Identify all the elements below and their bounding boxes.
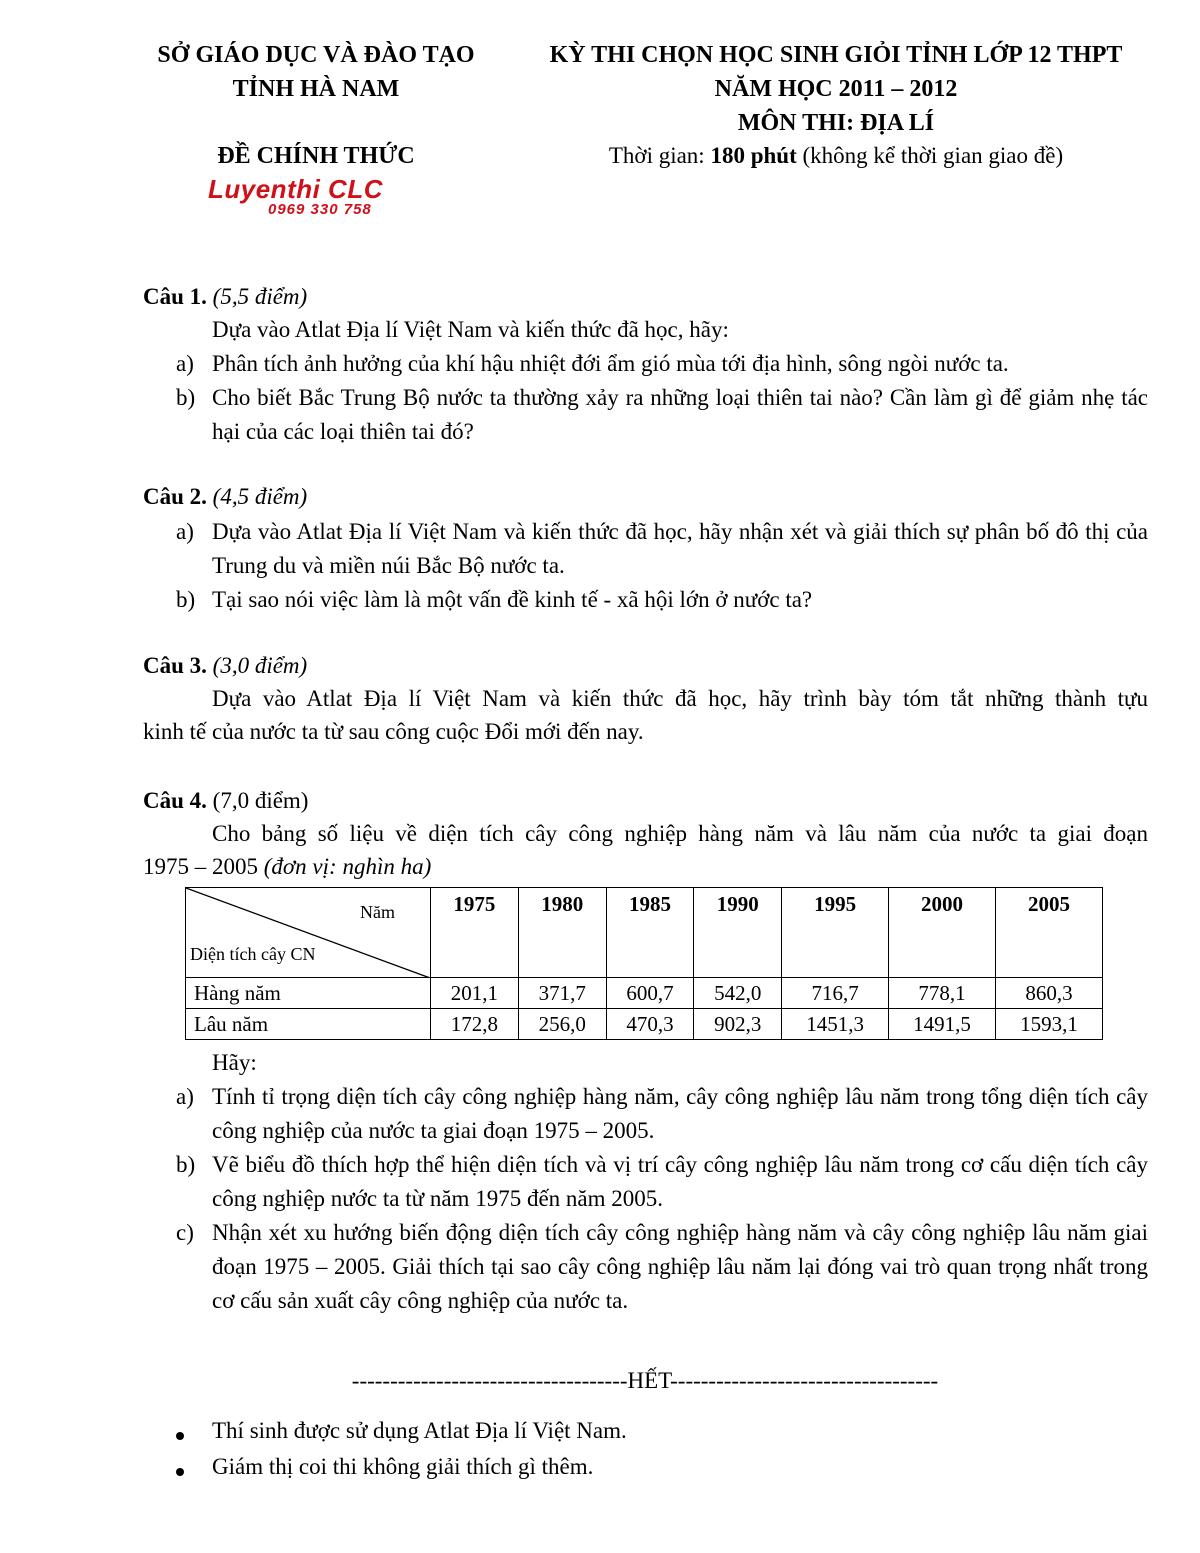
table-row-annual xyxy=(186,978,1103,1009)
q1-item-b xyxy=(176,381,1148,449)
table-cell: 1451,3 xyxy=(782,1009,889,1040)
bullet-icon xyxy=(176,1432,184,1440)
time-info: Thời gian: 180 phút (không kể thời gian giao đề) xyxy=(608,143,1064,168)
q4-item-a xyxy=(176,1080,1148,1148)
q2-b-mark: b) xyxy=(176,587,196,612)
official-label: ĐỀ CHÍNH THỨC xyxy=(217,143,415,169)
watermark-logo-text: Luyenthi CLC xyxy=(208,174,383,204)
table-cell: 256,0 xyxy=(518,1009,606,1040)
q3-title: Câu 3. (3,0 điểm) xyxy=(143,653,308,678)
q4-tasks-intro: Hãy: xyxy=(212,1050,257,1075)
table-row-label: Lâu năm xyxy=(186,1009,431,1040)
q1-title: Câu 1. (5,5 điểm) xyxy=(143,284,308,309)
table-cell: 172,8 xyxy=(431,1009,519,1040)
q1-b-text: Cho biết Bắc Trung Bộ nước ta thường xảy ra những loại thiên tai nào? Cần làm gì để giảm nhẹ tác hại của các loại thiên tai đó? xyxy=(212,385,1148,444)
table-cell: 860,3 xyxy=(996,978,1103,1009)
q4-intro-line1: Cho bảng số liệu về diện tích cây công nghiệp hàng năm và lâu năm của nước ta giai đoạn xyxy=(212,821,1148,846)
province-name: TỈNH HÀ NAM xyxy=(232,76,400,102)
exam-title: KỲ THI CHỌN HỌC SINH GIỎI TỈNH LỚP 12 THPT xyxy=(549,42,1123,68)
q4-item-b xyxy=(176,1148,1148,1216)
table-cell: 778,1 xyxy=(889,978,996,1009)
q4-c-text: Nhận xét xu hướng biến động diện tích cây công nghiệp hàng năm và cây công nghiệp lâu năm giai đoạn 1975 – 2005. Giải thích tại sao cây công nghiệp lâu năm lại đóng vai trò quan trọng nhất trong cơ cấu sản xuất cây công nghiệp của nước ta. xyxy=(212,1220,1148,1313)
q2-b-text: Tại sao nói việc làm là một vấn đề kinh tế - xã hội lớn ở nước ta? xyxy=(212,587,813,612)
table-header-year: 1975 xyxy=(431,888,519,978)
table-header-year: 1980 xyxy=(518,888,606,978)
table-header-year: 1995 xyxy=(782,888,889,978)
q4-title: Câu 4. (7,0 điểm) xyxy=(143,788,309,813)
table-cell: 716,7 xyxy=(782,978,889,1009)
note-item xyxy=(176,1418,1076,1450)
q4-intro-line2: 1975 – 2005 (đơn vị: nghìn ha) xyxy=(143,854,432,879)
q2-a-mark: a) xyxy=(176,519,194,544)
subject: MÔN THI: ĐỊA LÍ xyxy=(737,110,935,136)
q4-b-text: Vẽ biểu đồ thích hợp thể hiện diện tích và vị trí cây công nghiệp lâu năm trong cơ cấu diện tích cây công nghiệp nước ta từ năm 1975 đến năm 2005. xyxy=(212,1152,1148,1211)
table-header-year: 1985 xyxy=(606,888,694,978)
q1-item-a xyxy=(176,347,1148,381)
q4-a-mark: a) xyxy=(176,1084,194,1109)
table-row-label: Hàng năm xyxy=(186,978,431,1009)
table-cell: 1491,5 xyxy=(889,1009,996,1040)
table-header-year: 1990 xyxy=(694,888,782,978)
corner-area-label: Diện tích cây CN xyxy=(190,944,316,964)
watermark-phone: 0969 330 758 xyxy=(268,201,372,218)
table-header-row xyxy=(186,888,1103,978)
bullet-icon xyxy=(176,1468,184,1476)
q1-b-mark: b) xyxy=(176,385,196,410)
q4-c-mark: c) xyxy=(176,1220,194,1245)
table-cell: 470,3 xyxy=(606,1009,694,1040)
note-text: Thí sinh được sử dụng Atlat Địa lí Việt Nam. xyxy=(212,1418,627,1443)
end-marker: ------------------------------------HẾT----------------------------------- xyxy=(351,1368,939,1393)
q2-item-a xyxy=(176,515,1148,583)
q4-b-mark: b) xyxy=(176,1152,196,1177)
table-cell: 600,7 xyxy=(606,978,694,1009)
q4-a-text: Tính tỉ trọng diện tích cây công nghiệp hàng năm, cây công nghiệp lâu năm trong tổng diện tích cây công nghiệp của nước ta giai đoạn 1975 – 2005. xyxy=(212,1084,1148,1143)
q2-a-text: Dựa vào Atlat Địa lí Việt Nam và kiến thức đã học, hãy nhận xét và giải thích sự phân bố đô thị của Trung du và miền núi Bắc Bộ nước ta. xyxy=(212,519,1148,578)
corner-year-label: Năm xyxy=(360,902,395,922)
q1-a-text: Phân tích ảnh hưởng của khí hậu nhiệt đới ẩm gió mùa tới địa hình, sông ngòi nước ta. xyxy=(212,351,1009,376)
table-cell: 902,3 xyxy=(694,1009,782,1040)
q1-intro: Dựa vào Atlat Địa lí Việt Nam và kiến thức đã học, hãy: xyxy=(212,317,729,342)
note-item xyxy=(176,1454,1076,1486)
table-cell: 1593,1 xyxy=(996,1009,1103,1040)
note-text: Giám thị coi thi không giải thích gì thêm. xyxy=(212,1454,594,1479)
q4-item-c xyxy=(176,1216,1148,1318)
q2-item-b xyxy=(176,583,1148,617)
table-header-year: 2005 xyxy=(996,888,1103,978)
crop-area-table xyxy=(185,887,1103,1040)
table-cell: 371,7 xyxy=(518,978,606,1009)
q2-title: Câu 2. (4,5 điểm) xyxy=(143,484,308,509)
department-name: SỞ GIÁO DỤC VÀ ĐÀO TẠO xyxy=(157,42,475,68)
table-row-perennial xyxy=(186,1009,1103,1040)
q1-a-mark: a) xyxy=(176,351,194,376)
q3-line2: kinh tế của nước ta từ sau công cuộc Đổi mới đến nay. xyxy=(143,719,644,744)
table-cell: 201,1 xyxy=(431,978,519,1009)
q3-line1: Dựa vào Atlat Địa lí Việt Nam và kiến thức đã học, hãy trình bày tóm tắt những thành tựu xyxy=(212,686,1148,711)
table-corner-cell xyxy=(186,888,431,978)
table-cell: 542,0 xyxy=(694,978,782,1009)
table-header-year: 2000 xyxy=(889,888,996,978)
school-year: NĂM HỌC 2011 – 2012 xyxy=(714,76,958,102)
